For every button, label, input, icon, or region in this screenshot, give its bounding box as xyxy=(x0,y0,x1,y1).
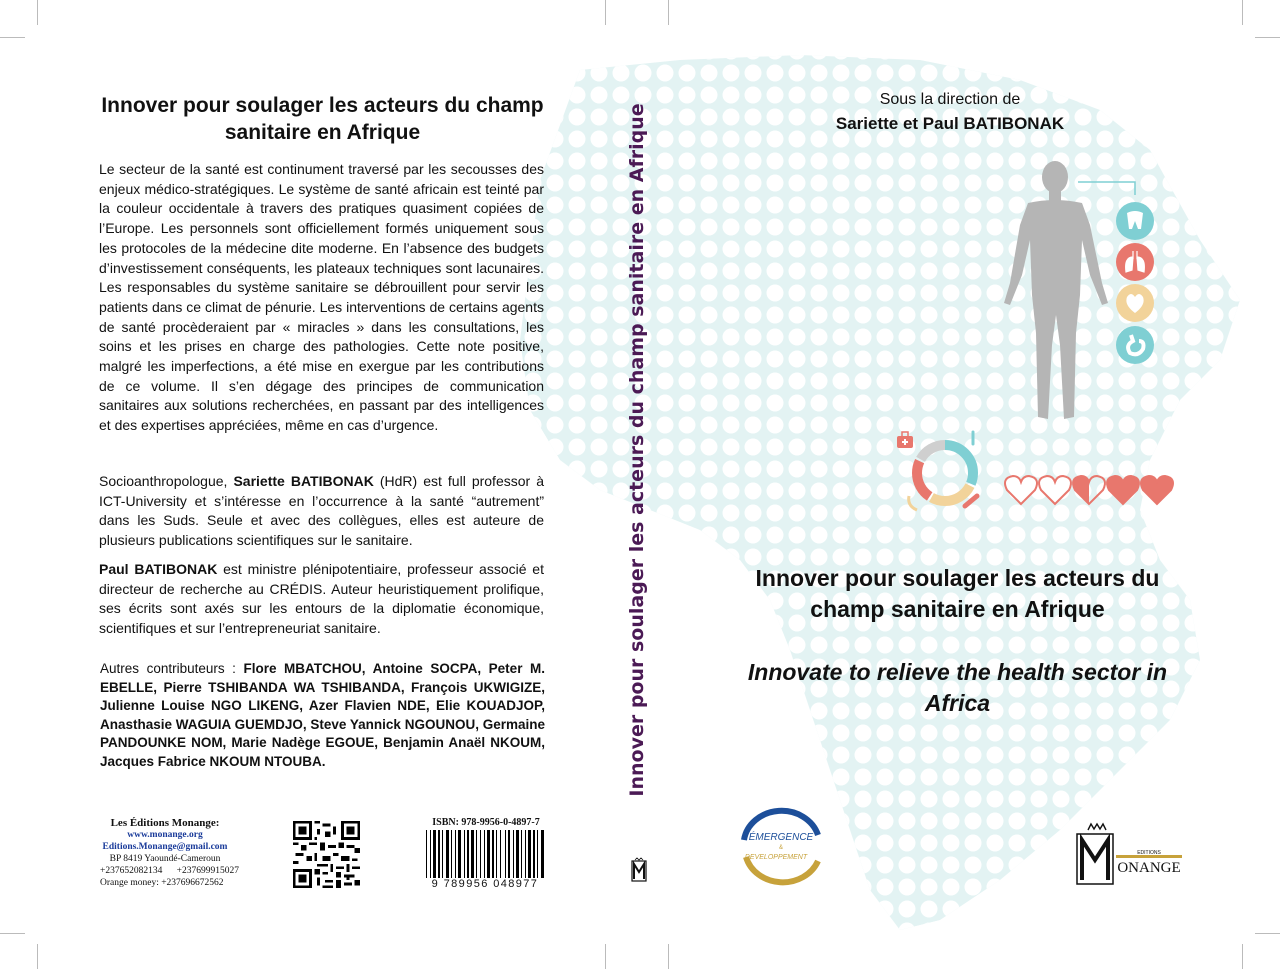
publisher-name: Les Éditions Monange: xyxy=(110,817,220,829)
publisher-phones: +237652082134 +237699915027 xyxy=(100,866,239,876)
health-icons-row xyxy=(895,428,1185,518)
bio-prefix: Socioanthropologue, xyxy=(99,473,234,489)
stomach-icon xyxy=(1116,326,1154,364)
crop-mark xyxy=(605,944,606,969)
bio-author-name: Sariette BATIBONAK xyxy=(233,473,374,489)
monange-logo xyxy=(1074,822,1184,888)
publisher-email: Editions.Monange@gmail.com xyxy=(102,842,228,852)
human-body-illustration xyxy=(990,155,1190,430)
spine-title: Innover pour soulager les acteurs du champ sanitaire en Afrique xyxy=(626,103,648,797)
emergence-logo-text: ÉMERGENCE xyxy=(748,832,814,843)
publisher-address: BP 8419 Yaoundé-Cameroun xyxy=(109,854,221,864)
back-cover-title: Innover pour soulager les acteurs du champ sanitaire en Afrique xyxy=(101,94,544,144)
publisher-info xyxy=(100,817,239,889)
svg-text:EDITIONS: EDITIONS xyxy=(1137,850,1161,856)
barcode-digits: 9 789956 048977 xyxy=(431,878,539,890)
hearts-rating-icon xyxy=(1005,476,1173,504)
donut-chart-icon xyxy=(917,445,973,501)
svg-text:DEVELOPPEMENT: DEVELOPPEMENT xyxy=(744,854,808,861)
monange-spine-logo xyxy=(629,857,649,885)
barcode xyxy=(424,830,548,878)
bio-text: est ministre plénipotentiaire, professeur associé et directeur de recherche au CRÉDIS. Auteur heuristiquement prolifique, ses écrits sont axés sur les entours de la diplomatie économique, scientifiques et sur l’entrepreneuriat sanitaire. xyxy=(99,561,544,637)
lungs-icon xyxy=(1116,243,1154,281)
bio-author-name: Paul BATIBONAK xyxy=(99,561,218,577)
author-bio-sariette xyxy=(99,472,544,551)
front-title-fr: Innover pour soulager les acteurs du champ sanitaire en Afrique xyxy=(755,565,1160,622)
contributors-label: Autres contributeurs : xyxy=(100,661,244,676)
contributors-names: Flore MBATCHOU, Antoine SOCPA, Peter M. EBELLE, Pierre TSHIBANDA WA TSHIBANDA, François UKWIGIZE, Julienne Louise NGO LIKENG, Azer Flavien NDE, Elie KOUADJOP, Anasthasie WAGUIA GUEMDJO, Steve Yannick NGOUNOU, Germaine PANDOUNKE NOM, Marie Nadège EGOUE, Benjamin Anaël NKOUM, Jacques Fabrice NKOUM NTOUBA. xyxy=(100,661,545,769)
author-bio-paul xyxy=(99,560,544,639)
crop-mark xyxy=(1242,944,1243,969)
front-title-en: Innovate to relieve the health sector in Africa xyxy=(747,659,1168,716)
crop-mark xyxy=(0,933,25,934)
emergence-developpement-logo xyxy=(736,805,826,887)
qr-code xyxy=(293,821,360,888)
crop-mark xyxy=(37,0,38,25)
medical-kit-icon xyxy=(897,432,913,448)
crop-mark xyxy=(1255,37,1280,38)
publisher-orange-money: Orange money: +237696672562 xyxy=(100,878,224,888)
isbn-label: ISBN: 978-9956-0-4897-7 xyxy=(432,817,540,828)
back-cover-summary: Le secteur de la santé est continument traversé par les secousses des enjeux médico-stratégiques. Le système de santé africain est teinté par la couleur occidentale à travers des pratiques quasiment copiées de l’Europe. Les personnels sont officiellement formés uniquement sous les protocoles de la médecine dite moderne. En l’absence des budgets d’investissement conséquents, les plateaux techniques sont lacunaires. Les responsables du système sanitaire se débrouillent pour servir les patients dans ce climat de pénurie. Les interventions de certains agents de santé procèderaient par « miracles » dans les consultations, les soins et les prises en charge des pathologies. Cette note positive, malgré les imperfections, a été mise en exergue par les contributions de ce volume. Il s’en dégage des principes de communication sanitaires aux solutions recherchées, en passant par des intelligences et des expertises appréciées, même en cas d’urgence. xyxy=(99,161,544,434)
crop-mark xyxy=(1242,0,1243,25)
crop-mark xyxy=(668,944,669,969)
svg-text:ONANGE: ONANGE xyxy=(1117,860,1181,876)
publisher-url: www.monange.org xyxy=(127,830,203,840)
crop-mark xyxy=(37,944,38,969)
crop-mark xyxy=(0,37,25,38)
crop-mark xyxy=(668,0,669,25)
contributors-list xyxy=(100,660,545,771)
front-authors: Sariette et Paul BATIBONAK xyxy=(835,114,1065,133)
phone-icon xyxy=(909,496,917,510)
svg-text:&: & xyxy=(778,845,784,851)
direction-label: Sous la direction de xyxy=(879,91,1021,108)
bio-text: (HdR) est full professor à ICT-University et s’intéresse en l’occurrence à la santé “autrement” dans les Suds. Seule et avec des collègues, elles est auteure de plusieurs publications scientifiques sur le sanitaire. xyxy=(99,473,545,549)
crop-mark xyxy=(605,0,606,25)
